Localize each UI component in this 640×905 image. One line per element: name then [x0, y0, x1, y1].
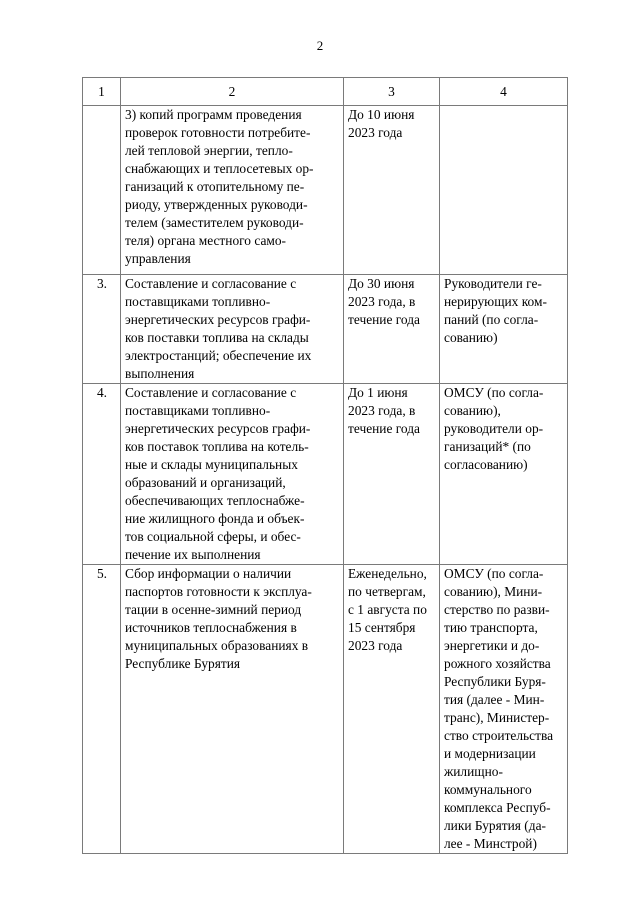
text-line: 2023 года	[348, 125, 403, 140]
text-line: рожного хозяйства	[444, 656, 551, 671]
text-line: снабжающих и теплосетевых ор-	[125, 161, 314, 176]
text-line: паспортов готовности к эксплуа-	[125, 584, 312, 599]
header-col-1: 1	[83, 78, 121, 106]
text-line: Сбор информации о наличии	[125, 566, 292, 581]
text-line: образований и организаций,	[125, 475, 286, 490]
text-line: выполнения	[125, 366, 195, 381]
text-line: До 10 июня	[348, 107, 415, 122]
text-line: теля) органа местного само-	[125, 233, 287, 248]
task-cell	[121, 275, 344, 384]
text-line: лее - Минстрой)	[444, 836, 537, 851]
text-line: ство строительства	[444, 728, 554, 743]
text-line: тации в осенне-зимний период	[125, 602, 302, 617]
text-line: ОМСУ (по согла-	[444, 566, 544, 581]
text-line: управления	[125, 251, 191, 266]
text-line: жилищно-	[444, 764, 503, 779]
text-line: транс), Министер-	[444, 710, 550, 725]
responsible-cell	[440, 106, 568, 275]
table-row	[83, 106, 568, 275]
deadline-cell	[344, 275, 440, 384]
text-line: сованию)	[444, 330, 498, 345]
text-line: Руководители ге-	[444, 276, 542, 291]
plan-table	[82, 77, 568, 854]
header-col-4: 4	[440, 78, 568, 106]
page-number: 2	[316, 38, 324, 53]
text-line: лики Бурятия (да-	[444, 818, 546, 833]
text-line: ОМСУ (по согла-	[444, 385, 544, 400]
row-number: 3.	[83, 275, 121, 384]
text-line: ганизаций к отопительному пе-	[125, 179, 305, 194]
text-line: сованию),	[444, 403, 501, 418]
deadline-cell	[344, 565, 440, 854]
text-line: 2023 года, в	[348, 294, 416, 309]
row-number: 4.	[83, 384, 121, 565]
text-line: обеспечивающих теплоснабже-	[125, 493, 305, 508]
text-line: телем (заместителем руководи-	[125, 215, 304, 230]
text-line: паний (по согла-	[444, 312, 539, 327]
text-line: энергетических ресурсов графи-	[125, 421, 311, 436]
text-line: 2023 года, в	[348, 403, 416, 418]
header-row	[83, 78, 568, 106]
text-line: стерство по разви-	[444, 602, 550, 617]
row-number: 5.	[83, 565, 121, 854]
row-number	[83, 106, 121, 275]
header-col-2: 2	[121, 78, 344, 106]
text-line: проверок готовности потребите-	[125, 125, 311, 140]
text-line: комплекса Респуб-	[444, 800, 551, 815]
text-line: коммунального	[444, 782, 532, 797]
text-line: Составление и согласование с	[125, 276, 297, 291]
text-line: течение года	[348, 421, 420, 436]
text-line: течение года	[348, 312, 420, 327]
responsible-cell	[440, 275, 568, 384]
text-line: муниципальных образованиях в	[125, 638, 309, 653]
table-header	[83, 78, 568, 106]
text-line: Республике Бурятия	[125, 656, 241, 671]
text-line: нерирующих ком-	[444, 294, 547, 309]
text-line: поставщиками топливно-	[125, 294, 271, 309]
text-line: печение их выполнения	[125, 547, 261, 562]
text-line: Составление и согласование с	[125, 385, 297, 400]
text-line: Республики Буря-	[444, 674, 546, 689]
text-line: тов социальной сферы, и обес-	[125, 529, 301, 544]
text-line: ние жилищного фонда и объек-	[125, 511, 305, 526]
text-line: ков поставки топлива на склады	[125, 330, 309, 345]
task-cell	[121, 384, 344, 565]
text-line: электростанций; обеспечение их	[125, 348, 312, 363]
text-line: 3) копий программ проведения	[125, 107, 302, 122]
text-line: риоду, утвержденных руководи-	[125, 197, 308, 212]
text-line: руководители ор-	[444, 421, 544, 436]
text-line: энергетических ресурсов графи-	[125, 312, 311, 327]
text-line: поставщиками топливно-	[125, 403, 271, 418]
header-col-3: 3	[344, 78, 440, 106]
text-line: ные и склады муниципальных	[125, 457, 298, 472]
deadline-cell	[344, 384, 440, 565]
text-line: согласованию)	[444, 457, 528, 472]
text-line: источников теплоснабжения в	[125, 620, 297, 635]
text-line: ков поставок топлива на котель-	[125, 439, 309, 454]
text-line: До 30 июня	[348, 276, 415, 291]
text-line: 15 сентября	[348, 620, 416, 635]
text-line: лей тепловой энергии, тепло-	[125, 143, 293, 158]
responsible-cell	[440, 565, 568, 854]
responsible-cell	[440, 384, 568, 565]
text-line: До 1 июня	[348, 385, 408, 400]
table-row	[83, 384, 568, 565]
table-row	[83, 275, 568, 384]
task-cell	[121, 565, 344, 854]
text-line: тия (далее - Мин-	[444, 692, 545, 707]
table-row	[83, 565, 568, 854]
text-line: с 1 августа по	[348, 602, 427, 617]
text-line: тию транспорта,	[444, 620, 538, 635]
text-line: по четвергам,	[348, 584, 426, 599]
text-line: Еженедельно,	[348, 566, 427, 581]
text-line: сованию), Мини-	[444, 584, 543, 599]
text-line: ганизаций* (по	[444, 439, 531, 454]
deadline-cell	[344, 106, 440, 275]
text-line: и модернизации	[444, 746, 536, 761]
text-line: 2023 года	[348, 638, 403, 653]
task-cell	[121, 106, 344, 275]
text-line: энергетики и до-	[444, 638, 540, 653]
